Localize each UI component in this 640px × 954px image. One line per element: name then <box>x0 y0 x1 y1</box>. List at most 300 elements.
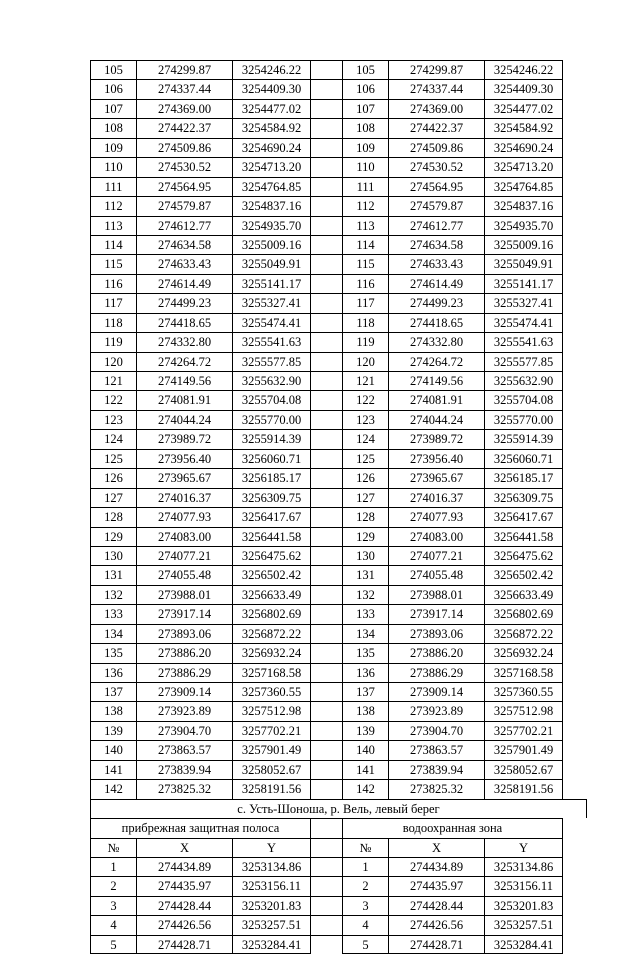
right-y-coordinate: 3257702.21 <box>484 721 563 740</box>
column-gap <box>311 896 342 915</box>
left-x-coordinate: 274332.80 <box>136 332 232 351</box>
right-point-number: 107 <box>342 99 388 118</box>
left-y-coordinate: 3254409.30 <box>232 79 311 98</box>
left-y-coordinate: 3256475.62 <box>232 546 311 565</box>
left-x-coordinate: 274044.24 <box>136 410 232 429</box>
left-zone-heading: прибрежная защитная полоса <box>90 818 311 837</box>
column-gap <box>311 235 342 254</box>
top-coordinates-table <box>90 60 587 799</box>
right-y-coordinate: 3254584.92 <box>484 118 563 137</box>
right-x-coordinate: 273988.01 <box>388 585 484 604</box>
right-y-coordinate: 3254713.20 <box>484 157 563 176</box>
right-point-number: 138 <box>342 701 388 720</box>
left-x-coordinate: 273909.14 <box>136 682 232 701</box>
right-y-coordinate: 3255049.91 <box>484 254 563 273</box>
right-x-coordinate: 274077.93 <box>388 507 484 526</box>
left-point-number: 142 <box>90 779 136 798</box>
right-point-number: 129 <box>342 527 388 546</box>
right-y-coordinate: 3256502.42 <box>484 565 563 584</box>
left-y-coordinate: 3256441.58 <box>232 527 311 546</box>
right-point-number: 141 <box>342 760 388 779</box>
table-row <box>90 604 587 623</box>
right-point-number: 105 <box>342 60 388 79</box>
right-x-coordinate: 273965.67 <box>388 468 484 487</box>
left-x-coordinate: 273863.57 <box>136 740 232 759</box>
right-point-number: 136 <box>342 663 388 682</box>
right-point-number: 132 <box>342 585 388 604</box>
table-row <box>90 585 587 604</box>
right-x-coordinate: 274055.48 <box>388 565 484 584</box>
left-y-coordinate: 3253257.51 <box>232 915 311 934</box>
right-x-coordinate: 274612.77 <box>388 216 484 235</box>
right-y-coordinate: 3255914.39 <box>484 429 563 448</box>
left-point-number: 118 <box>90 313 136 332</box>
column-gap <box>311 682 342 701</box>
left-point-number: 106 <box>90 79 136 98</box>
left-point-number: 122 <box>90 390 136 409</box>
left-y-coordinate: 3255141.17 <box>232 274 311 293</box>
column-gap <box>311 663 342 682</box>
table-row <box>90 915 587 934</box>
left-x-coordinate: 274579.87 <box>136 196 232 215</box>
column-gap <box>311 565 342 584</box>
right-y-coordinate: 3258052.67 <box>484 760 563 779</box>
left-y-coordinate: 3255632.90 <box>232 371 311 390</box>
left-point-number: 127 <box>90 488 136 507</box>
column-gap <box>311 527 342 546</box>
left-x-coordinate: 273904.70 <box>136 721 232 740</box>
left-point-number: 139 <box>90 721 136 740</box>
right-point-number: 142 <box>342 779 388 798</box>
left-x-coordinate: 274055.48 <box>136 565 232 584</box>
left-point-number: 141 <box>90 760 136 779</box>
column-gap <box>311 624 342 643</box>
left-x-coordinate: 274428.44 <box>136 896 232 915</box>
right-x-coordinate: 274299.87 <box>388 60 484 79</box>
left-point-number: 115 <box>90 254 136 273</box>
left-x-coordinate: 274612.77 <box>136 216 232 235</box>
right-y-coordinate: 3254477.02 <box>484 99 563 118</box>
left-x-coordinate: 274016.37 <box>136 488 232 507</box>
table-row <box>90 449 587 468</box>
left-x-coordinate: 274337.44 <box>136 79 232 98</box>
right-header-x: X <box>388 838 484 857</box>
right-point-number: 121 <box>342 371 388 390</box>
left-y-coordinate: 3253156.11 <box>232 876 311 895</box>
right-x-coordinate: 274614.49 <box>388 274 484 293</box>
section-title: с. Усть-Шоноша, р. Вель, левый берег <box>90 799 587 818</box>
left-x-coordinate: 273956.40 <box>136 449 232 468</box>
right-y-coordinate: 3254764.85 <box>484 177 563 196</box>
left-y-coordinate: 3255327.41 <box>232 293 311 312</box>
right-x-coordinate: 274634.58 <box>388 235 484 254</box>
left-point-number: 5 <box>90 935 136 954</box>
left-y-coordinate: 3255049.91 <box>232 254 311 273</box>
column-gap <box>311 507 342 526</box>
right-x-coordinate: 273923.89 <box>388 701 484 720</box>
column-gap <box>311 313 342 332</box>
right-point-number: 124 <box>342 429 388 448</box>
left-y-coordinate: 3257168.58 <box>232 663 311 682</box>
right-point-number: 137 <box>342 682 388 701</box>
right-point-number: 123 <box>342 410 388 429</box>
column-gap <box>311 740 342 759</box>
left-y-coordinate: 3256872.22 <box>232 624 311 643</box>
left-y-coordinate: 3254584.92 <box>232 118 311 137</box>
right-x-coordinate: 273917.14 <box>388 604 484 623</box>
right-point-number: 128 <box>342 507 388 526</box>
table-row <box>90 293 587 312</box>
right-point-number: 110 <box>342 157 388 176</box>
table-row <box>90 235 587 254</box>
column-gap <box>311 410 342 429</box>
left-y-coordinate: 3255914.39 <box>232 429 311 448</box>
left-y-coordinate: 3254935.70 <box>232 216 311 235</box>
left-x-coordinate: 273839.94 <box>136 760 232 779</box>
left-y-coordinate: 3258052.67 <box>232 760 311 779</box>
column-gap <box>311 546 342 565</box>
column-gap <box>311 157 342 176</box>
right-x-coordinate: 274016.37 <box>388 488 484 507</box>
table-row <box>90 352 587 371</box>
right-x-coordinate: 274435.97 <box>388 876 484 895</box>
table-row <box>90 410 587 429</box>
table-row <box>90 565 587 584</box>
left-y-coordinate: 3257901.49 <box>232 740 311 759</box>
left-x-coordinate: 273917.14 <box>136 604 232 623</box>
left-point-number: 120 <box>90 352 136 371</box>
left-x-coordinate: 274369.00 <box>136 99 232 118</box>
column-gap <box>311 643 342 662</box>
left-y-coordinate: 3255704.08 <box>232 390 311 409</box>
column-gap <box>311 332 342 351</box>
left-point-number: 133 <box>90 604 136 623</box>
right-x-coordinate: 273825.32 <box>388 779 484 798</box>
left-x-coordinate: 274633.43 <box>136 254 232 273</box>
bottom-coordinates-table <box>90 857 587 954</box>
left-x-coordinate: 274426.56 <box>136 915 232 934</box>
table-row <box>90 60 587 79</box>
left-point-number: 105 <box>90 60 136 79</box>
right-y-coordinate: 3256060.71 <box>484 449 563 468</box>
left-x-coordinate: 274264.72 <box>136 352 232 371</box>
right-point-number: 111 <box>342 177 388 196</box>
left-x-coordinate: 273886.29 <box>136 663 232 682</box>
left-y-coordinate: 3256185.17 <box>232 468 311 487</box>
left-point-number: 3 <box>90 896 136 915</box>
left-y-coordinate: 3256633.49 <box>232 585 311 604</box>
left-y-coordinate: 3256417.67 <box>232 507 311 526</box>
right-x-coordinate: 274428.44 <box>388 896 484 915</box>
left-point-number: 138 <box>90 701 136 720</box>
table-row <box>90 624 587 643</box>
right-y-coordinate: 3256633.49 <box>484 585 563 604</box>
right-x-coordinate: 273989.72 <box>388 429 484 448</box>
right-x-coordinate: 274530.52 <box>388 157 484 176</box>
table-row <box>90 371 587 390</box>
table-row <box>90 332 587 351</box>
right-point-number: 5 <box>342 935 388 954</box>
right-y-coordinate: 3256475.62 <box>484 546 563 565</box>
left-x-coordinate: 273825.32 <box>136 779 232 798</box>
left-y-coordinate: 3253201.83 <box>232 896 311 915</box>
right-y-coordinate: 3256441.58 <box>484 527 563 546</box>
right-x-coordinate: 274422.37 <box>388 118 484 137</box>
column-gap <box>311 449 342 468</box>
right-x-coordinate: 274434.89 <box>388 857 484 876</box>
right-y-coordinate: 3256872.22 <box>484 624 563 643</box>
table-row <box>90 721 587 740</box>
table-row <box>90 274 587 293</box>
left-point-number: 137 <box>90 682 136 701</box>
column-gap <box>311 177 342 196</box>
right-y-coordinate: 3255009.16 <box>484 235 563 254</box>
left-point-number: 109 <box>90 138 136 157</box>
right-point-number: 108 <box>342 118 388 137</box>
left-point-number: 140 <box>90 740 136 759</box>
left-x-coordinate: 274614.49 <box>136 274 232 293</box>
right-x-coordinate: 274426.56 <box>388 915 484 934</box>
left-y-coordinate: 3255770.00 <box>232 410 311 429</box>
column-gap <box>311 838 342 857</box>
left-point-number: 117 <box>90 293 136 312</box>
table-row <box>90 740 587 759</box>
right-y-coordinate: 3254246.22 <box>484 60 563 79</box>
left-y-coordinate: 3254837.16 <box>232 196 311 215</box>
right-point-number: 3 <box>342 896 388 915</box>
left-point-number: 113 <box>90 216 136 235</box>
column-gap <box>311 857 342 876</box>
right-y-coordinate: 3256309.75 <box>484 488 563 507</box>
left-point-number: 116 <box>90 274 136 293</box>
table-row <box>90 546 587 565</box>
left-y-coordinate: 3254713.20 <box>232 157 311 176</box>
right-x-coordinate: 274369.00 <box>388 99 484 118</box>
left-x-coordinate: 274428.71 <box>136 935 232 954</box>
left-point-number: 111 <box>90 177 136 196</box>
left-y-coordinate: 3255474.41 <box>232 313 311 332</box>
right-y-coordinate: 3255704.08 <box>484 390 563 409</box>
left-point-number: 128 <box>90 507 136 526</box>
column-gap <box>311 254 342 273</box>
left-point-number: 112 <box>90 196 136 215</box>
right-x-coordinate: 274428.71 <box>388 935 484 954</box>
table-row <box>90 118 587 137</box>
column-gap <box>311 118 342 137</box>
column-gap <box>311 196 342 215</box>
right-y-coordinate: 3253201.83 <box>484 896 563 915</box>
table-row <box>90 157 587 176</box>
right-y-coordinate: 3257512.98 <box>484 701 563 720</box>
right-header-y: Y <box>484 838 563 857</box>
table-row <box>90 216 587 235</box>
left-x-coordinate: 273923.89 <box>136 701 232 720</box>
left-header-number: № <box>90 838 136 857</box>
column-gap <box>311 293 342 312</box>
column-gap <box>311 60 342 79</box>
right-y-coordinate: 3257901.49 <box>484 740 563 759</box>
left-x-coordinate: 273989.72 <box>136 429 232 448</box>
right-point-number: 1 <box>342 857 388 876</box>
right-y-coordinate: 3255541.63 <box>484 332 563 351</box>
right-y-coordinate: 3253257.51 <box>484 915 563 934</box>
right-x-coordinate: 274633.43 <box>388 254 484 273</box>
right-x-coordinate: 274418.65 <box>388 313 484 332</box>
right-y-coordinate: 3255770.00 <box>484 410 563 429</box>
right-point-number: 118 <box>342 313 388 332</box>
table-row <box>90 177 587 196</box>
right-x-coordinate: 274077.21 <box>388 546 484 565</box>
right-point-number: 115 <box>342 254 388 273</box>
left-point-number: 129 <box>90 527 136 546</box>
table-row <box>90 313 587 332</box>
table-row <box>90 138 587 157</box>
left-point-number: 132 <box>90 585 136 604</box>
right-y-coordinate: 3253134.86 <box>484 857 563 876</box>
right-x-coordinate: 273904.70 <box>388 721 484 740</box>
left-y-coordinate: 3255009.16 <box>232 235 311 254</box>
left-point-number: 125 <box>90 449 136 468</box>
zone-headings-row <box>90 818 587 837</box>
left-x-coordinate: 273893.06 <box>136 624 232 643</box>
right-y-coordinate: 3254935.70 <box>484 216 563 235</box>
column-gap <box>311 721 342 740</box>
left-y-coordinate: 3254690.24 <box>232 138 311 157</box>
column-gap <box>311 429 342 448</box>
right-point-number: 117 <box>342 293 388 312</box>
right-y-coordinate: 3253284.41 <box>484 935 563 954</box>
right-zone-heading: водоохранная зона <box>342 818 563 837</box>
left-x-coordinate: 274077.21 <box>136 546 232 565</box>
right-point-number: 109 <box>342 138 388 157</box>
left-point-number: 136 <box>90 663 136 682</box>
column-gap <box>311 876 342 895</box>
right-y-coordinate: 3254690.24 <box>484 138 563 157</box>
left-point-number: 119 <box>90 332 136 351</box>
right-x-coordinate: 274499.23 <box>388 293 484 312</box>
left-y-coordinate: 3256060.71 <box>232 449 311 468</box>
right-point-number: 116 <box>342 274 388 293</box>
column-gap <box>311 585 342 604</box>
left-y-coordinate: 3256502.42 <box>232 565 311 584</box>
left-y-coordinate: 3256802.69 <box>232 604 311 623</box>
left-x-coordinate: 274564.95 <box>136 177 232 196</box>
left-point-number: 126 <box>90 468 136 487</box>
right-point-number: 133 <box>342 604 388 623</box>
right-point-number: 134 <box>342 624 388 643</box>
right-x-coordinate: 274332.80 <box>388 332 484 351</box>
right-x-coordinate: 274264.72 <box>388 352 484 371</box>
table-row <box>90 196 587 215</box>
left-x-coordinate: 274299.87 <box>136 60 232 79</box>
table-row <box>90 935 587 954</box>
right-point-number: 122 <box>342 390 388 409</box>
left-y-coordinate: 3254764.85 <box>232 177 311 196</box>
left-header-x: X <box>136 838 232 857</box>
column-gap <box>311 488 342 507</box>
left-x-coordinate: 274499.23 <box>136 293 232 312</box>
left-y-coordinate: 3255541.63 <box>232 332 311 351</box>
left-y-coordinate: 3258191.56 <box>232 779 311 798</box>
left-point-number: 2 <box>90 876 136 895</box>
right-x-coordinate: 273863.57 <box>388 740 484 759</box>
column-gap <box>311 274 342 293</box>
table-row <box>90 488 587 507</box>
left-x-coordinate: 274149.56 <box>136 371 232 390</box>
right-point-number: 120 <box>342 352 388 371</box>
right-y-coordinate: 3256417.67 <box>484 507 563 526</box>
left-point-number: 108 <box>90 118 136 137</box>
left-y-coordinate: 3257512.98 <box>232 701 311 720</box>
table-row <box>90 682 587 701</box>
right-x-coordinate: 274083.00 <box>388 527 484 546</box>
table-row <box>90 701 587 720</box>
column-gap <box>311 390 342 409</box>
left-x-coordinate: 274077.93 <box>136 507 232 526</box>
right-point-number: 106 <box>342 79 388 98</box>
left-x-coordinate: 274435.97 <box>136 876 232 895</box>
table-row <box>90 896 587 915</box>
column-gap <box>311 352 342 371</box>
right-x-coordinate: 274509.86 <box>388 138 484 157</box>
left-point-number: 130 <box>90 546 136 565</box>
table-row <box>90 99 587 118</box>
column-gap <box>311 371 342 390</box>
right-y-coordinate: 3256802.69 <box>484 604 563 623</box>
left-y-coordinate: 3256309.75 <box>232 488 311 507</box>
right-point-number: 139 <box>342 721 388 740</box>
right-y-coordinate: 3257360.55 <box>484 682 563 701</box>
right-y-coordinate: 3255141.17 <box>484 274 563 293</box>
table-row <box>90 663 587 682</box>
table-row <box>90 390 587 409</box>
table-row <box>90 760 587 779</box>
table-row <box>90 527 587 546</box>
right-y-coordinate: 3258191.56 <box>484 779 563 798</box>
right-point-number: 113 <box>342 216 388 235</box>
table-row <box>90 254 587 273</box>
right-x-coordinate: 273893.06 <box>388 624 484 643</box>
right-point-number: 125 <box>342 449 388 468</box>
left-y-coordinate: 3254246.22 <box>232 60 311 79</box>
column-gap <box>311 604 342 623</box>
left-header-y: Y <box>232 838 311 857</box>
right-point-number: 112 <box>342 196 388 215</box>
left-point-number: 4 <box>90 915 136 934</box>
column-gap <box>311 779 342 798</box>
right-point-number: 2 <box>342 876 388 895</box>
right-y-coordinate: 3255474.41 <box>484 313 563 332</box>
left-point-number: 107 <box>90 99 136 118</box>
left-y-coordinate: 3257702.21 <box>232 721 311 740</box>
table-row <box>90 468 587 487</box>
right-x-coordinate: 273886.20 <box>388 643 484 662</box>
right-y-coordinate: 3257168.58 <box>484 663 563 682</box>
left-y-coordinate: 3254477.02 <box>232 99 311 118</box>
column-gap <box>311 818 342 837</box>
column-gap <box>311 216 342 235</box>
left-x-coordinate: 274434.89 <box>136 857 232 876</box>
right-x-coordinate: 273909.14 <box>388 682 484 701</box>
right-header-number: № <box>342 838 388 857</box>
left-x-coordinate: 274634.58 <box>136 235 232 254</box>
left-point-number: 1 <box>90 857 136 876</box>
right-y-coordinate: 3255327.41 <box>484 293 563 312</box>
left-point-number: 131 <box>90 565 136 584</box>
column-headers-row <box>90 838 587 857</box>
column-gap <box>311 760 342 779</box>
right-x-coordinate: 273839.94 <box>388 760 484 779</box>
